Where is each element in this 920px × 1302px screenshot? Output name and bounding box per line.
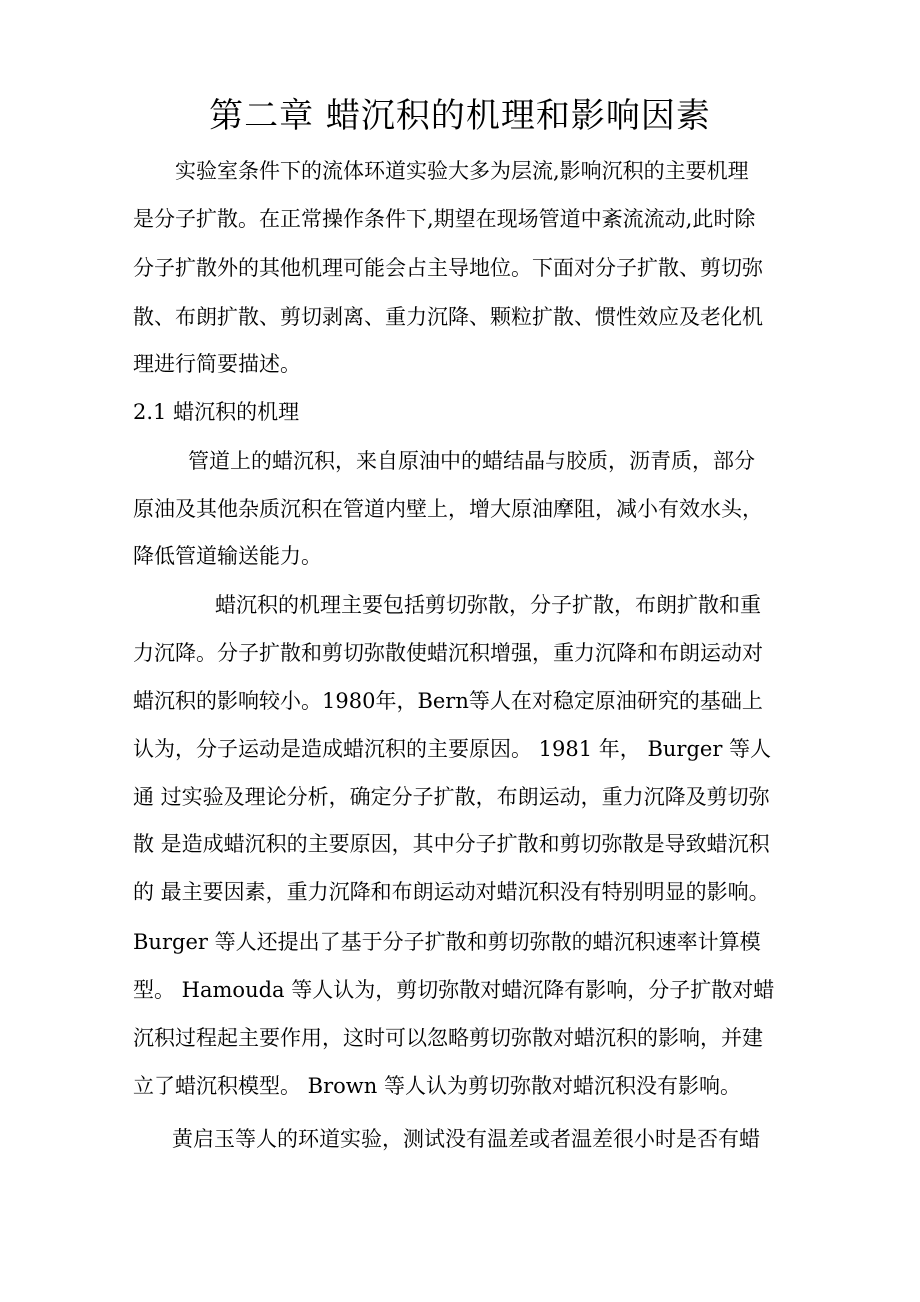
para3-line: 认为，分子运动是造成蜡沉积的主要原因。 1981 年， Burger 等人 [133,737,772,761]
para1-line: 分子扩散外的其他机理可能会占主导地位。下面对分子扩散、剪切弥 [133,256,763,280]
para3-line: 型。 Hamouda 等人认为，剪切弥散对蜡沉降有影响，分子扩散对蜡 [133,978,775,1002]
para3-line: 沉积过程起主要作用，这时可以忽略剪切弥散对蜡沉积的影响，并建 [133,1026,763,1050]
chapter-title: 第二章 蜡沉积的机理和影响因素 [209,96,711,136]
para3-line: 力沉降。分子扩散和剪切弥散使蜡沉积增强，重力沉降和布朗运动对 [133,641,763,665]
section-heading: 2.1 蜡沉积的机理 [133,400,300,424]
para1-line: 理进行简要描述。 [133,352,301,376]
para3-line: Burger 等人还提出了基于分子扩散和剪切弥散的蜡沉积速率计算模 [133,930,761,954]
para2-line: 降低管道输送能力。 [133,544,322,568]
para2-line: 管道上的蜡沉积，来自原油中的蜡结晶与胶质，沥青质，部分 [188,449,755,473]
para3-line: 的 最主要因素，重力沉降和布朗运动对蜡沉积没有特别明显的影响。 [133,880,770,904]
para1-line: 实验室条件下的流体环道实验大多为层流,影响沉积的主要机理 [175,159,749,183]
para1-line: 是分子扩散。在正常操作条件下,期望在现场管道中紊流流动,此时除 [133,207,756,231]
para3-line: 蜡沉积的机理主要包括剪切弥散，分子扩散，布朗扩散和重 [215,593,761,617]
para1-line: 散、布朗扩散、剪切剥离、重力沉降、颗粒扩散、惯性效应及老化机 [133,305,763,329]
para3-line: 通 过实验及理论分析，确定分子扩散，布朗运动，重力沉降及剪切弥 [133,785,770,809]
para4-line: 黄启玉等人的环道实验，测试没有温差或者温差很小时是否有蜡 [172,1127,760,1151]
para2-line: 原油及其他杂质沉积在管道内壁上，增大原油摩阻，减小有效水头， [133,497,763,521]
para3-line: 散 是造成蜡沉积的主要原因，其中分子扩散和剪切弥散是导致蜡沉积 [133,832,770,856]
para3-line: 立了蜡沉积模型。 Brown 等人认为剪切弥散对蜡沉积没有影响。 [133,1074,741,1098]
para3-line: 蜡沉积的影响较小。1980年，Bern等人在对稳定原油研究的基础上 [133,689,763,713]
